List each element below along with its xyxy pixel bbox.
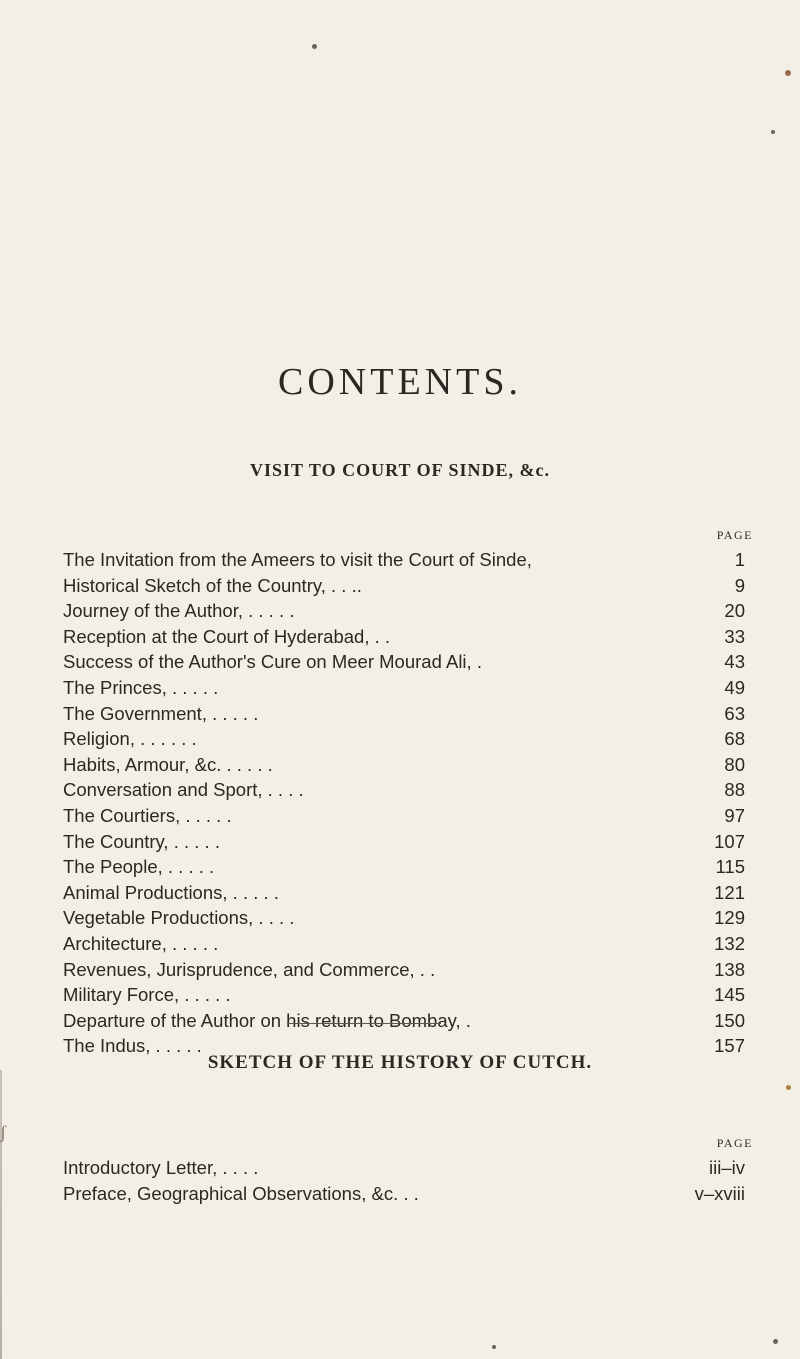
toc-entry: Conversation and Sport, . . . . 88 <box>63 779 745 801</box>
toc-entry: The Invitation from the Ameers to visit the Court of Sinde, 1 <box>63 549 745 570</box>
toc-entry: Animal Productions, . . . . . 121 <box>63 881 745 903</box>
toc-entry: Reception at the Court of Hyderabad, . . 33 <box>63 625 745 647</box>
page-edge-shadow <box>0 1070 2 1359</box>
toc-entry: Religion, . . . . . . 68 <box>63 728 745 750</box>
section-heading-cutch: SKETCH OF THE HISTORY OF CUTCH. <box>207 1052 593 1073</box>
contents-list-cutch <box>63 1155 745 1207</box>
toc-entry: The Indus, . . . . . 157 <box>63 1035 745 1057</box>
section-divider-rule <box>287 1023 441 1024</box>
toc-entry: The Courtiers, . . . . . 97 <box>63 804 745 826</box>
paper-speck <box>785 70 791 76</box>
page-column-label: PAGE <box>716 528 753 542</box>
toc-entry: Historical Sketch of the Country, . . .. 9 <box>63 574 745 596</box>
paper-speck <box>786 1085 791 1090</box>
toc-entry: The Country, . . . . . 107 <box>63 830 745 852</box>
contents-list-sinde <box>63 547 745 1059</box>
toc-entry: Revenues, Jurisprudence, and Commerce, . . 138 <box>63 958 745 980</box>
toc-entry: Journey of the Author, . . . . . 20 <box>63 600 745 622</box>
toc-entry: The People, . . . . . 115 <box>63 856 745 878</box>
page-column-label: PAGE <box>716 1136 753 1150</box>
toc-entry: The Government, . . . . . 63 <box>63 702 745 724</box>
toc-entry: Military Force, . . . . . 145 <box>63 984 745 1006</box>
paper-speck <box>492 1345 496 1349</box>
toc-entry: Habits, Armour, &c. . . . . . 80 <box>63 753 745 775</box>
paper-speck <box>771 130 775 134</box>
toc-entry: Preface, Geographical Observations, &c. . . v–xviii <box>63 1183 745 1204</box>
toc-entry: Architecture, . . . . . 132 <box>63 932 745 954</box>
toc-entry: Departure of the Author on his return to Bombay, . 150 <box>63 1009 745 1031</box>
toc-entry: Vegetable Productions, . . . . 129 <box>63 907 745 929</box>
margin-pencil-mark: ʃ <box>0 1122 6 1142</box>
toc-entry: Success of the Author's Cure on Meer Mourad Ali, . 43 <box>63 651 745 673</box>
page-title: CONTENTS. <box>278 361 522 403</box>
paper-speck <box>312 44 317 49</box>
paper-speck <box>773 1339 778 1344</box>
toc-entry: The Princes, . . . . . 49 <box>63 676 745 698</box>
toc-entry: Introductory Letter, . . . . iii–iv <box>63 1157 745 1178</box>
section-heading-sinde: VISIT TO COURT OF SINDE, &c. <box>250 460 550 480</box>
